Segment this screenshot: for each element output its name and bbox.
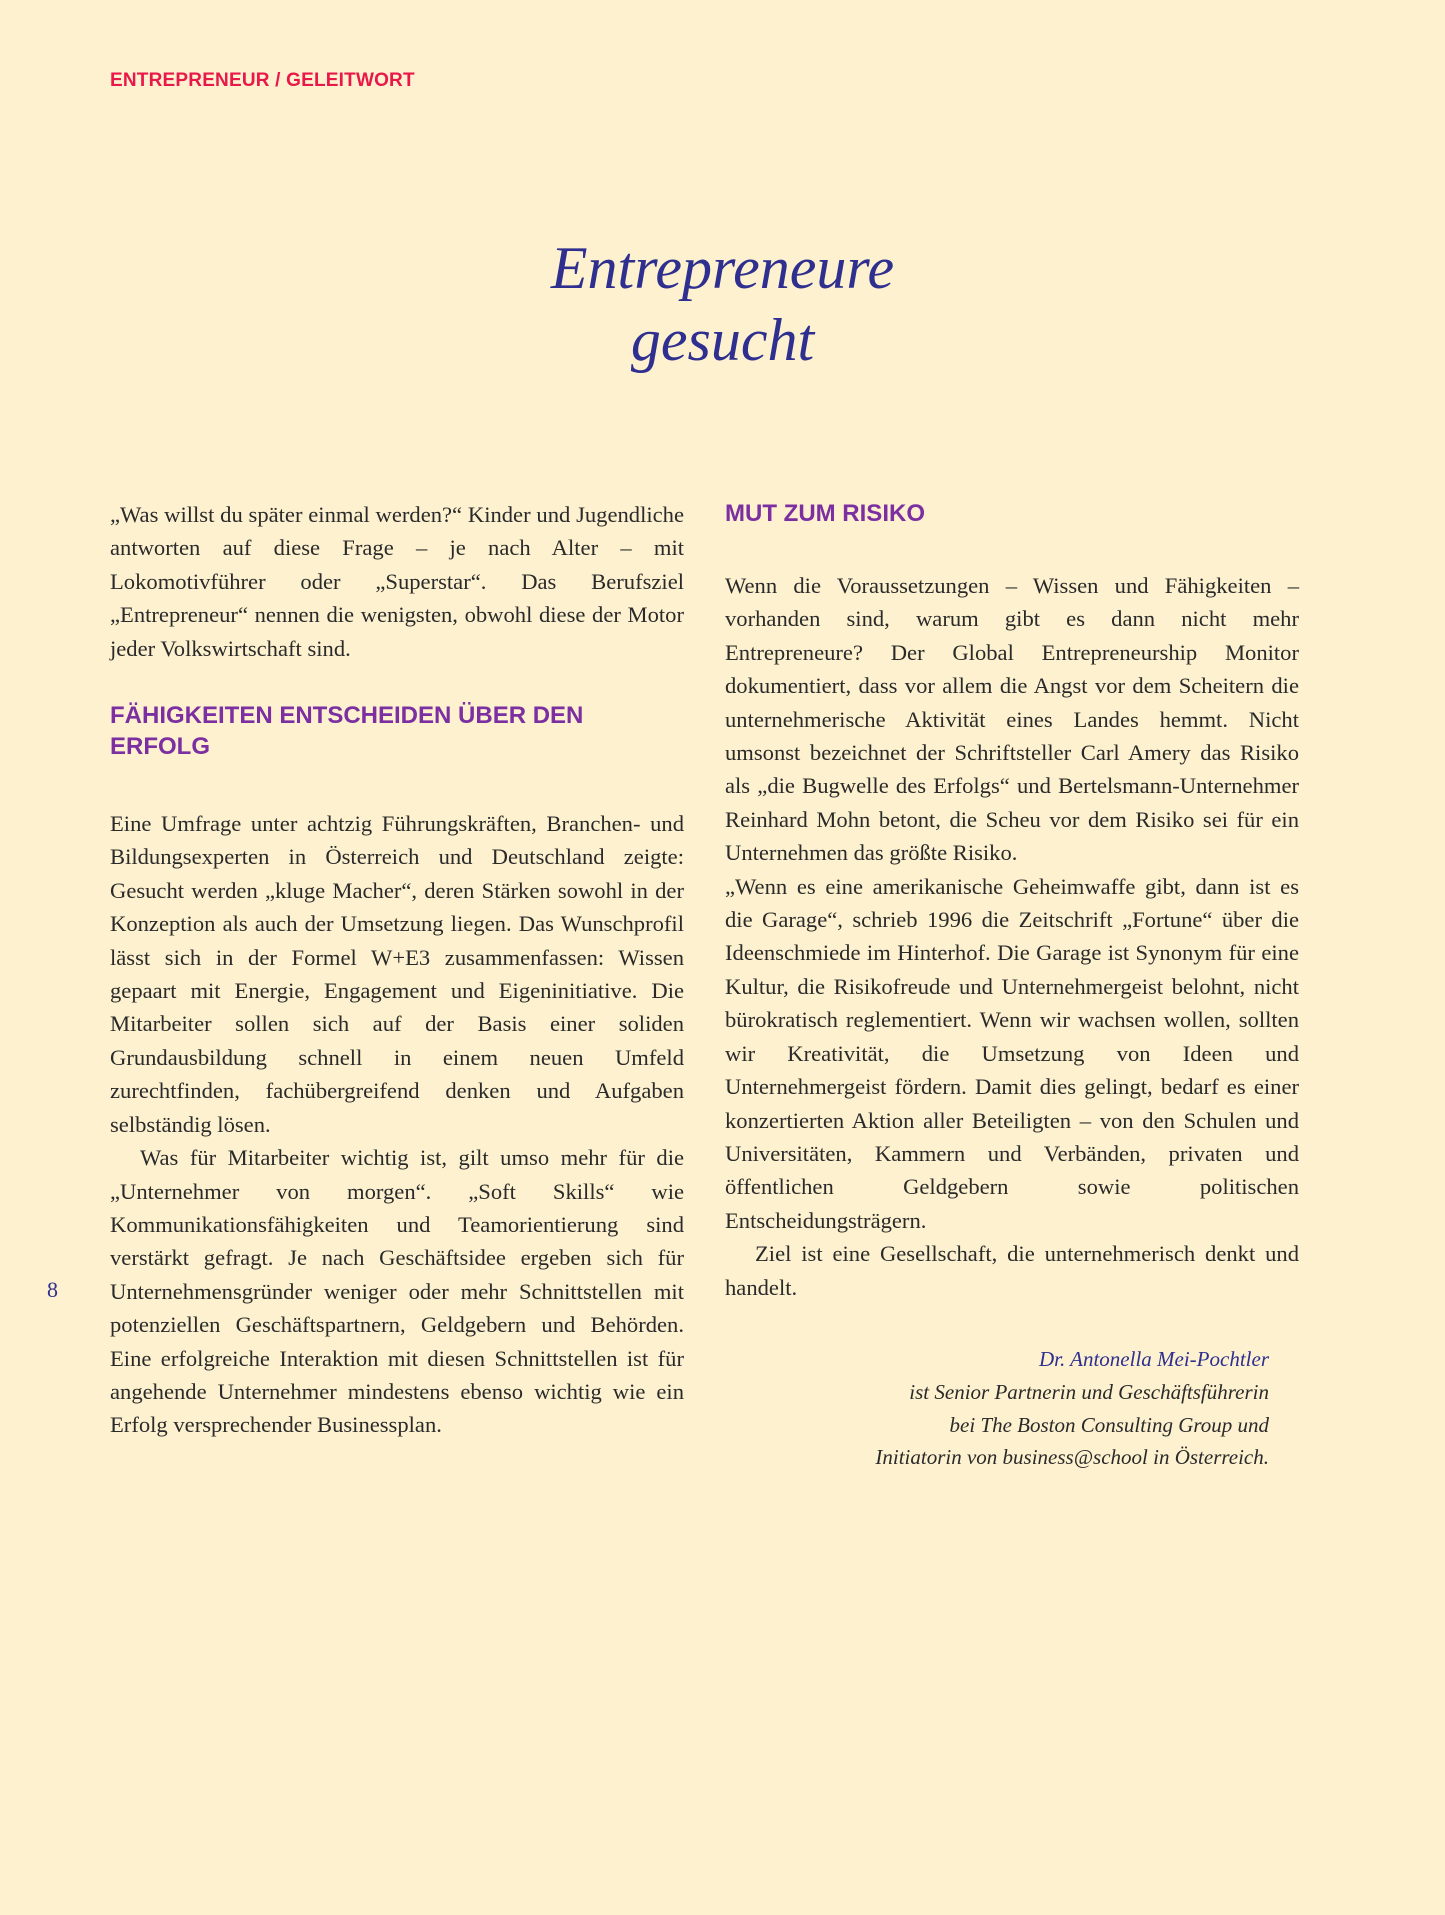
article-title: [0, 232, 1445, 376]
left-column: [110, 498, 684, 1442]
risk-paragraph-3: Ziel ist eine Gesellschaft, die unternehmerisch denkt und handelt.: [725, 1241, 1299, 1300]
article-title-line-1: Entrepreneure: [550, 235, 895, 301]
page-number: 8: [47, 1277, 58, 1302]
author-role-line-1: ist Senior Partnerin und Geschäftsführerin: [909, 1379, 1269, 1404]
skills-paragraph-1: Eine Umfrage unter achtzig Führungskräften, Branchen- und Bildungsexperten in Österreich und Deutschland zeigte: Gesucht werden „kluge Macher“, deren Stärken sowohl in der Konzeption als auch der Umsetzung liegen. Das Wunschprofil lässt sich in der Formel W+E3 zusammenfassen: Wissen gepaart mit Energie, Engagement und Eigeninitiative. Die Mitarbeiter sollen sich auf der Basis einer soliden Grundausbildung schnell in einem neuen Umfeld zurechtfinden, fachübergreifend denken und Aufgaben selbständig lösen.: [110, 811, 684, 1137]
right-column: [725, 498, 1299, 1304]
section-heading-risk: MUT ZUM RISIKO: [725, 500, 925, 527]
author-role-line-3: Initiatorin von business@school in Österreich.: [875, 1445, 1269, 1470]
author-signature: [875, 1343, 1269, 1474]
skills-paragraph-2: Was für Mitarbeiter wichtig ist, gilt umso mehr für die „Unternehmer von morgen“. „Soft Skills“ wie Kommunikationsfähigkeiten und Teamorientierung sind verstärkt gefragt. Je nach Geschäftsidee ergeben sich für Unternehmensgründer weniger oder mehr Schnittstellen mit potenziellen Geschäftspartnern, Geldgebern und Behörden. Eine erfolgreiche Interaktion mit diesen Schnittstellen ist für angehende Unternehmer mindestens ebenso wichtig wie ein Erfolg versprechender Businessplan.: [110, 1145, 684, 1438]
section-header-label: ENTREPRENEUR / GELEITWORT: [110, 70, 415, 91]
article-title-line-2: gesucht: [630, 307, 815, 373]
author-name: Dr. Antonella Mei-Pochtler: [1039, 1347, 1269, 1371]
intro-paragraph: „Was willst du später einmal werden?“ Kinder und Jugendliche antworten auf diese Frage – je nach Alter – mit Lokomotivführer oder „Superstar“. Das Berufsziel „Entrepreneur“ nennen die wenigsten, obwohl diese der Motor jeder Volkswirtschaft sind.: [110, 502, 684, 661]
risk-paragraph-2: „Wenn es eine amerikanische Geheimwaffe gibt, dann ist es die Garage“, schrieb 1996 die Zeitschrift „Fortune“ über die Ideenschmiede im Hinterhof. Die Garage ist Synonym für eine Kultur, die Risikofreude und Unternehmergeist belohnt, nicht bürokratisch reglementiert. Wenn wir wachsen wollen, sollten wir Kreativität, die Umsetzung von Ideen und Unternehmergeist fördern. Damit dies gelingt, bedarf es einer konzertierten Aktion aller Beteiligten – von den Schulen und Universitäten, Kammern und Verbänden, privaten und öffentlichen Geldgebern sowie politischen Entscheidungsträgern.: [725, 873, 1299, 1233]
risk-paragraph-1: Wenn die Voraussetzungen – Wissen und Fähigkeiten – vorhanden sind, warum gibt es dann nicht mehr Entrepreneure? Der Global Entrepreneurship Monitor dokumentiert, dass vor allem die Angst vor dem Scheitern die unternehmerische Aktivität eines Landes hemmt. Nicht umsonst bezeichnet der Schriftsteller Carl Amery das Risiko als „die Bugwelle des Erfolgs“ und Bertelsmann-Unternehmer Reinhard Mohn betont, die Scheu vor dem Risiko sei für ein Unternehmen das größte Risiko.: [725, 573, 1299, 866]
section-heading-skills: FÄHIGKEITEN ENTSCHEIDEN ÜBER DEN ERFOLG: [110, 702, 584, 761]
author-role-line-2: bei The Boston Consulting Group und: [949, 1412, 1269, 1437]
